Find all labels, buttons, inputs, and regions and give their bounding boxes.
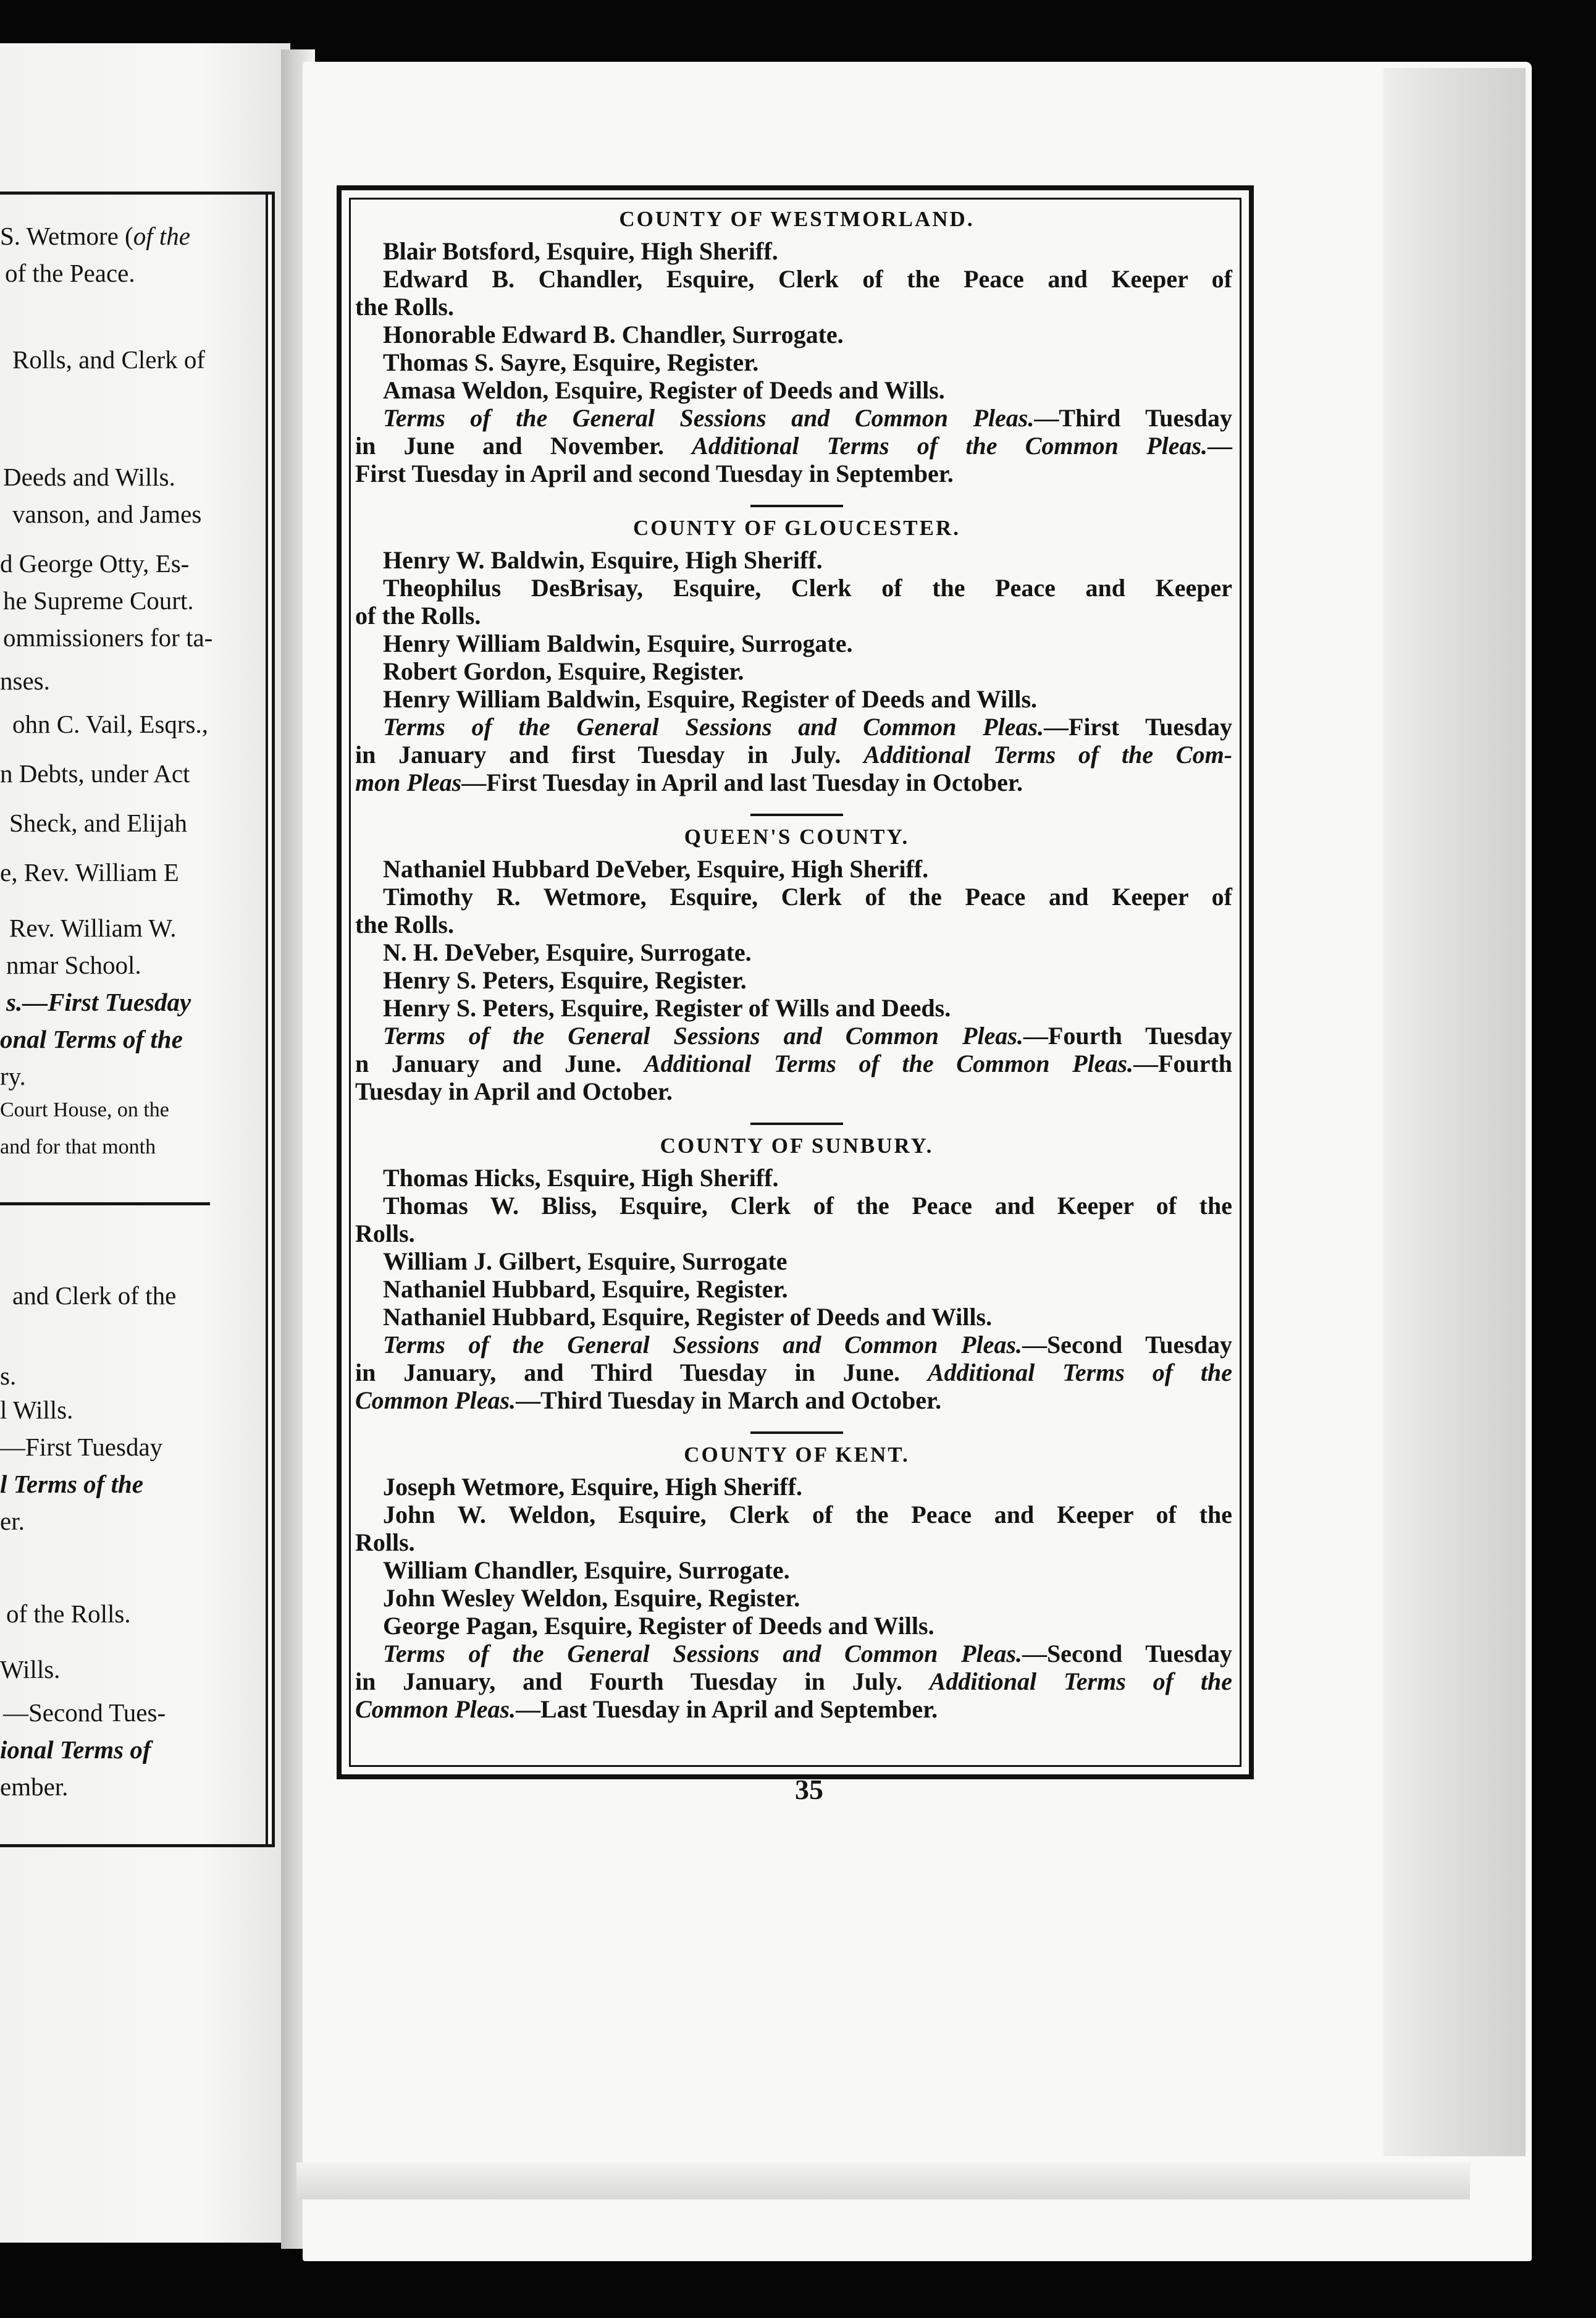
left-page-line-text: d George Otty, Es- — [0, 549, 190, 578]
officer-line: Robert Gordon, Esquire, Register. — [383, 657, 744, 685]
officer-line: Henry S. Peters, Esquire, Register. — [383, 966, 747, 994]
section-rule — [750, 505, 843, 507]
left-page-line — [0, 1654, 60, 1684]
terms-text: —Last Tuesday in April and September. — [516, 1695, 938, 1723]
left-page-line-text: e, Rev. William E — [0, 858, 179, 887]
terms-line — [355, 1386, 1232, 1415]
officer-line: Nathaniel Hubbard DeVeber, Esquire, High Sheriff. — [383, 855, 929, 883]
left-page-line — [0, 1469, 143, 1499]
officer-line: Joseph Wetmore, Esquire, High Sheriff. — [383, 1473, 802, 1501]
terms-italic-text: Terms of the General Sessions and Common Pleas. — [383, 404, 1035, 432]
left-page-line — [0, 1361, 16, 1391]
terms-line — [355, 459, 1232, 488]
officer-line: George Pagan, Esquire, Register of Deeds and Wills. — [383, 1612, 934, 1640]
left-page-line-text: ry. — [0, 1062, 26, 1090]
left-page-line-text: —First Tuesday — [0, 1433, 163, 1461]
left-page-line-text: nses. — [0, 667, 50, 695]
left-page-line-text: he Supreme Court. — [3, 586, 194, 615]
left-page-line-text: n Debts, under Act — [0, 759, 190, 788]
officer-line: Edward B. Chandler, Esquire, Clerk of the Peace and Keeper of — [383, 265, 1232, 293]
terms-text: in January, and Fourth Tuesday in July. — [355, 1667, 930, 1695]
terms-italic-text: mon Pleas — [355, 769, 462, 796]
left-page-line-text: Court House, on the — [0, 1098, 169, 1121]
left-page-line — [0, 666, 50, 696]
left-page-line — [3, 1698, 166, 1727]
terms-line — [383, 712, 1232, 741]
terms-line — [355, 1049, 1232, 1078]
officer-line: Henry William Baldwin, Esquire, Register of Deeds and Wills. — [383, 685, 1038, 713]
terms-text: —Fourth Tuesday — [1023, 1022, 1232, 1050]
terms-text: Tuesday in April and October. — [355, 1077, 673, 1105]
left-page-line-text: s. — [0, 1362, 17, 1390]
left-page-line — [0, 1098, 169, 1122]
left-page-line-text: Rolls, and Clerk of — [12, 345, 206, 374]
officer-line: Timothy R. Wetmore, Esquire, Clerk of the Peace and Keeper of — [383, 883, 1232, 911]
left-page-line — [0, 759, 190, 788]
left-page-line — [0, 1024, 183, 1054]
left-page-line — [0, 1506, 25, 1536]
terms-line — [355, 1667, 1232, 1696]
left-page-line-text: vanson, and James — [12, 500, 202, 528]
officer-line: William Chandler, Esquire, Surrogate. — [383, 1556, 790, 1584]
left-page-divider — [0, 1202, 210, 1205]
left-page-line — [0, 1735, 151, 1764]
terms-text: —Fourth — [1133, 1050, 1233, 1077]
left-page-line-text: l Terms of the — [0, 1470, 143, 1498]
page-edge-shadow — [1384, 68, 1526, 2156]
terms-text: n January and June. — [355, 1050, 644, 1077]
left-page-line-text: —Second Tues- — [3, 1698, 166, 1727]
left-page-line-text: er. — [0, 1507, 25, 1535]
terms-italic-text: Terms of the General Sessions and Common Pleas. — [383, 713, 1044, 741]
terms-text: in January and first Tuesday in July. — [355, 741, 864, 769]
left-page-line-text: ommissioners for ta- — [3, 623, 213, 652]
left-page-line — [0, 1432, 162, 1462]
left-page-line-text: of the Rolls. — [6, 1599, 131, 1628]
terms-line — [383, 403, 1232, 432]
terms-italic-text: Common Pleas. — [355, 1695, 516, 1723]
left-page-line-text: ember. — [0, 1772, 69, 1801]
left-page-line-text: Sheck, and Elijah — [9, 809, 188, 837]
left-page-line — [0, 1061, 26, 1091]
terms-text: First Tuesday in April and second Tuesday in September. — [355, 460, 954, 487]
left-page-line — [0, 1772, 68, 1802]
left-page-line — [12, 345, 205, 374]
left-page-line — [12, 1281, 176, 1310]
left-page-line — [0, 221, 190, 251]
left-page-line — [6, 987, 191, 1017]
officer-line: Nathaniel Hubbard, Esquire, Register. — [383, 1275, 788, 1303]
left-page-line — [9, 808, 187, 838]
left-page-line-text: Rev. William W. — [9, 914, 177, 942]
terms-line — [355, 1077, 1232, 1106]
officer-line: Honorable Edward B. Chandler, Surrogate. — [383, 321, 844, 348]
left-page-line-text: s.—First Tuesday — [6, 988, 191, 1016]
section-rule — [750, 1431, 843, 1434]
terms-line — [355, 1695, 1232, 1724]
officer-line: Henry W. Baldwin, Esquire, High Sheriff. — [383, 546, 823, 574]
officer-line: the Rolls. — [355, 911, 454, 938]
left-page-line-text: onal Terms of the — [0, 1025, 183, 1053]
left-page-line-text: Wills. — [0, 1655, 61, 1684]
terms-text: in June and November. — [355, 432, 692, 460]
left-page-line-text: ional Terms of — [0, 1735, 151, 1764]
county-heading: COUNTY OF GLOUCESTER. — [632, 516, 961, 540]
county-heading: COUNTY OF KENT. — [684, 1443, 910, 1467]
terms-italic-text: Common Pleas. — [355, 1386, 516, 1414]
terms-italic-text: Additional Terms of the — [927, 1359, 1232, 1386]
left-page-line — [3, 586, 194, 615]
terms-line — [355, 768, 1232, 797]
section-rule — [750, 1123, 843, 1125]
left-page-line — [0, 549, 189, 578]
terms-text: in January, and Third Tuesday in June. — [355, 1359, 928, 1386]
county-heading: QUEEN'S COUNTY. — [684, 825, 910, 849]
terms-text: —Third Tuesday in March and October. — [516, 1386, 942, 1414]
officer-line: of the Rolls. — [355, 602, 481, 630]
left-page-line — [0, 858, 179, 887]
terms-line — [383, 1021, 1232, 1050]
terms-italic-text: Terms of the General Sessions and Common Pleas. — [383, 1022, 1023, 1050]
officer-line: Rolls. — [355, 1528, 415, 1556]
section-rule — [750, 814, 843, 816]
terms-line — [355, 740, 1232, 769]
left-page-line-text: l Wills. — [0, 1396, 74, 1424]
left-page-line-text: of the Peace. — [5, 259, 135, 287]
officer-line: Amasa Weldon, Esquire, Register of Deeds and Wills. — [383, 376, 945, 404]
left-page-line — [6, 1599, 131, 1629]
left-page-line — [0, 1136, 156, 1159]
left-page-line-text: ohn C. Vail, Esqrs., — [12, 710, 209, 738]
terms-italic-text: Additional Terms of the Com- — [863, 741, 1233, 769]
terms-line — [383, 1639, 1232, 1668]
terms-text: —First Tuesday in April and last Tuesday in October. — [461, 769, 1023, 796]
left-page-line-text: Deeds and Wills. — [3, 463, 175, 491]
terms-text: —Second Tuesday — [1022, 1331, 1233, 1359]
left-page-line — [0, 1395, 73, 1425]
terms-italic-text: Terms of the General Sessions and Common Pleas. — [383, 1331, 1022, 1359]
officer-line: William J. Gilbert, Esquire, Surrogate — [383, 1247, 788, 1275]
terms-italic-text: Additional Terms of the Common Pleas. — [644, 1050, 1134, 1077]
officer-line: N. H. DeVeber, Esquire, Surrogate. — [383, 938, 752, 966]
county-heading: COUNTY OF SUNBURY. — [660, 1134, 934, 1158]
terms-italic-text: Additional Terms of the Common Pleas. — [692, 432, 1208, 460]
left-page-line — [9, 913, 177, 943]
terms-line — [355, 1358, 1232, 1387]
officer-line: John Wesley Weldon, Esquire, Register. — [383, 1584, 800, 1612]
county-heading: COUNTY OF WESTMORLAND. — [619, 207, 975, 231]
left-page-line — [3, 462, 175, 492]
terms-text: —First Tuesday — [1043, 713, 1232, 741]
left-facing-page — [0, 43, 290, 2243]
left-page-line-text: and for that month — [0, 1136, 156, 1158]
officer-line: the Rolls. — [355, 293, 454, 321]
officer-line: Henry S. Peters, Esquire, Register of Wills and Deeds. — [383, 994, 951, 1022]
officer-line: Henry William Baldwin, Esquire, Surrogate. — [383, 630, 853, 657]
left-page-line-text: and Clerk of the — [12, 1281, 177, 1310]
officer-line: Theophilus DesBrisay, Esquire, Clerk of the Peace and Keeper — [383, 574, 1232, 602]
officer-line: John W. Weldon, Esquire, Clerk of the Peace and Keeper of the — [383, 1501, 1232, 1528]
left-page-line-italic: of the — [133, 222, 190, 250]
left-page-line-text: S. Wetmore ( — [0, 222, 133, 250]
left-page-line-text: nmar School. — [6, 951, 141, 979]
left-page-line — [12, 709, 208, 739]
officer-line: Blair Botsford, Esquire, High Sheriff. — [383, 237, 778, 265]
left-page-line — [6, 950, 141, 980]
page-bottom-edge — [296, 2162, 1470, 2199]
officer-line: Thomas S. Sayre, Esquire, Register. — [383, 348, 759, 376]
left-page-line — [12, 499, 201, 529]
page-number: 35 — [795, 1774, 823, 1805]
terms-text: —Second Tuesday — [1022, 1640, 1233, 1667]
officer-line: Rolls. — [355, 1220, 415, 1247]
officer-line: Thomas W. Bliss, Esquire, Clerk of the Peace and Keeper of the — [383, 1192, 1232, 1220]
terms-line — [383, 1330, 1232, 1359]
terms-italic-text: Terms of the General Sessions and Common Pleas. — [383, 1640, 1022, 1667]
left-page-line — [5, 258, 135, 288]
officer-line: Thomas Hicks, Esquire, High Sheriff. — [383, 1164, 779, 1192]
left-page-line — [3, 623, 212, 652]
terms-text: —Third Tuesday — [1034, 404, 1232, 432]
terms-italic-text: Additional Terms of the — [929, 1667, 1233, 1695]
officer-line: Nathaniel Hubbard, Esquire, Register of Deeds and Wills. — [383, 1303, 993, 1331]
terms-text: — — [1208, 432, 1233, 460]
terms-line — [355, 431, 1232, 460]
